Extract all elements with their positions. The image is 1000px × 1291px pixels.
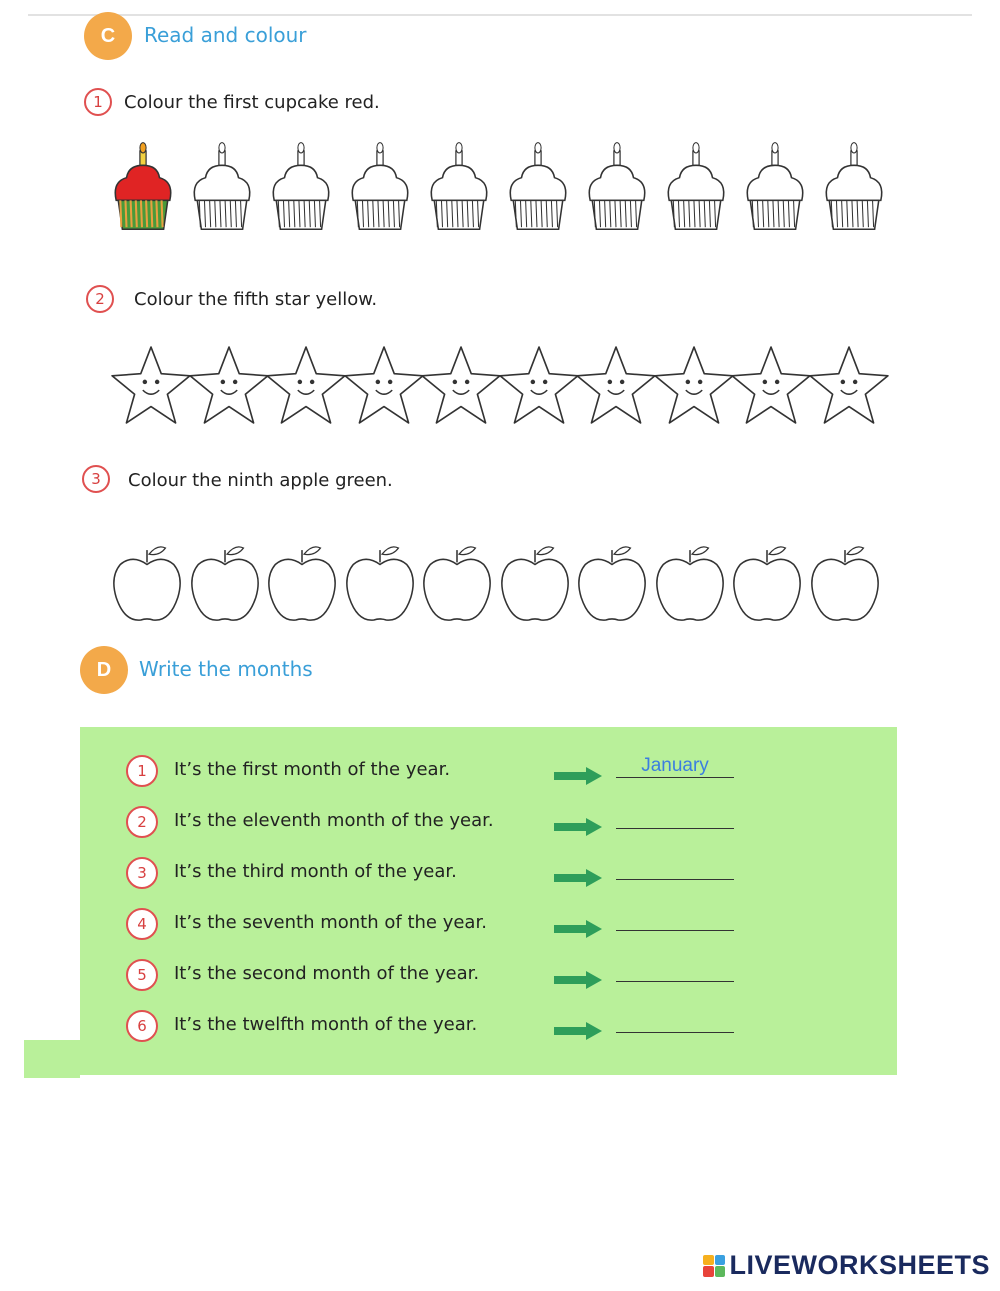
cupcake-icon[interactable] <box>821 140 887 236</box>
star-icon[interactable] <box>575 342 657 428</box>
brand-logo-icon <box>703 1255 725 1277</box>
apple-icon[interactable] <box>730 538 804 630</box>
question-1-text: Colour the first cupcake red. <box>124 92 380 113</box>
arrow-right-icon <box>554 1022 604 1040</box>
months-panel <box>80 727 897 1075</box>
month-item-6 <box>126 1010 886 1050</box>
cupcake-icon[interactable] <box>189 140 255 236</box>
star-row <box>110 342 910 437</box>
answer-line <box>616 930 734 931</box>
month-item-3 <box>126 857 886 897</box>
star-icon[interactable] <box>110 342 192 428</box>
apple-icon[interactable] <box>498 538 572 630</box>
month-item-number: 1 <box>126 755 158 787</box>
cupcake-icon[interactable] <box>426 140 492 236</box>
section-c-letter: C <box>100 24 116 47</box>
month-item-number: 3 <box>126 857 158 889</box>
apple-icon[interactable] <box>808 538 882 630</box>
answer-field[interactable]: January <box>641 755 709 776</box>
arrow-right-icon <box>554 869 604 887</box>
section-c-title: Read and colour <box>144 23 307 47</box>
cupcake-icon[interactable] <box>505 140 571 236</box>
cupcake-icon[interactable] <box>663 140 729 236</box>
month-item-number: 5 <box>126 959 158 991</box>
question-1-number: 1 <box>84 88 112 116</box>
month-item-text: It’s the twelfth month of the year. <box>174 1014 478 1035</box>
month-item-number: 4 <box>126 908 158 940</box>
question-2-number: 2 <box>86 285 114 313</box>
star-icon[interactable] <box>420 342 502 428</box>
month-item-text: It’s the eleventh month of the year. <box>174 810 494 831</box>
apple-icon[interactable] <box>420 538 494 630</box>
answer-line <box>616 879 734 880</box>
star-icon[interactable] <box>808 342 890 428</box>
month-item-number: 6 <box>126 1010 158 1042</box>
section-d-title: Write the months <box>139 657 313 681</box>
brand-footer <box>703 1250 990 1281</box>
cupcake-icon[interactable] <box>110 140 176 236</box>
top-divider <box>28 14 972 16</box>
cupcake-icon[interactable] <box>347 140 413 236</box>
arrow-right-icon <box>554 971 604 989</box>
month-item-text: It’s the seventh month of the year. <box>174 912 487 933</box>
arrow-right-icon <box>554 767 604 785</box>
section-c-badge <box>84 12 132 60</box>
section-d-badge <box>80 646 128 694</box>
answer-line <box>616 981 734 982</box>
month-item-text: It’s the second month of the year. <box>174 963 480 984</box>
cupcake-icon[interactable] <box>268 140 334 236</box>
cupcake-row <box>110 140 910 240</box>
star-icon[interactable] <box>343 342 425 428</box>
answer-line <box>616 777 734 778</box>
star-icon[interactable] <box>188 342 270 428</box>
star-icon[interactable] <box>498 342 580 428</box>
brand-name: LIVEWORKSHEETS <box>729 1250 990 1280</box>
star-icon[interactable] <box>730 342 812 428</box>
month-item-text: It’s the first month of the year. <box>174 759 451 780</box>
section-d-letter: D <box>96 658 112 681</box>
month-item-5 <box>126 959 886 999</box>
apple-icon[interactable] <box>110 538 184 630</box>
panel-edge <box>24 1040 80 1078</box>
cupcake-icon[interactable] <box>742 140 808 236</box>
apple-icon[interactable] <box>265 538 339 630</box>
answer-line <box>616 828 734 829</box>
month-item-4 <box>126 908 886 948</box>
question-2-text: Colour the fifth star yellow. <box>134 289 378 310</box>
cupcake-icon[interactable] <box>584 140 650 236</box>
apple-icon[interactable] <box>343 538 417 630</box>
month-item-number: 2 <box>126 806 158 838</box>
apple-icon[interactable] <box>575 538 649 630</box>
apple-icon[interactable] <box>188 538 262 630</box>
month-item-2 <box>126 806 886 846</box>
star-icon[interactable] <box>653 342 735 428</box>
answer-line <box>616 1032 734 1033</box>
apple-row <box>110 538 910 633</box>
month-item-text: It’s the third month of the year. <box>174 861 457 882</box>
question-3-text: Colour the ninth apple green. <box>128 470 393 491</box>
arrow-right-icon <box>554 818 604 836</box>
apple-icon[interactable] <box>653 538 727 630</box>
star-icon[interactable] <box>265 342 347 428</box>
month-item-1 <box>126 755 886 795</box>
arrow-right-icon <box>554 920 604 938</box>
question-3-number: 3 <box>82 465 110 493</box>
